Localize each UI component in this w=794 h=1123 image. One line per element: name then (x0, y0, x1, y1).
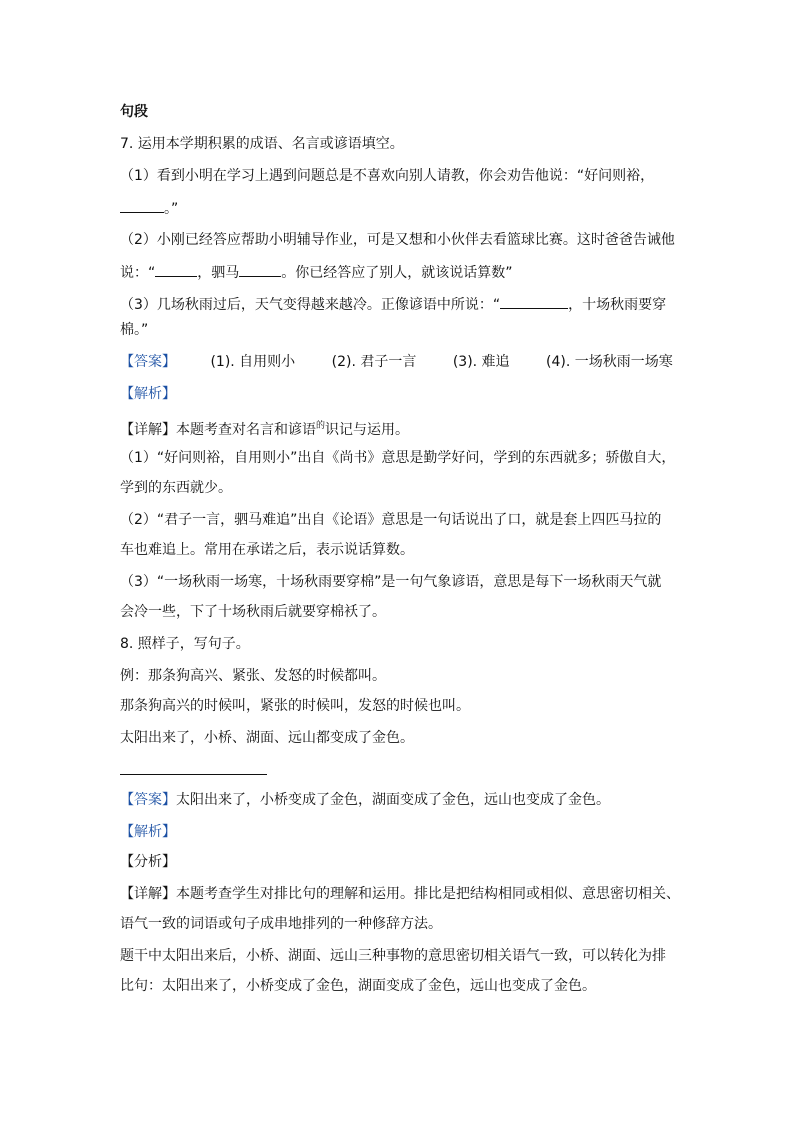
answer-item: (1). 自用则小 (210, 354, 296, 370)
q7-explain2-line2: 车也难追上。常用在承诺之后，表示说话算数。 (120, 542, 414, 558)
q7-explain2-line1: （2）“君子一言，驷马难追”出自《论语》意思是一句话说出了口，就是套上四匹马拉的 (120, 512, 662, 528)
q7-part3-line1 (120, 294, 684, 315)
q8-stem: 8. 照样子，写句子。 (120, 636, 250, 652)
fill-blank-4 (500, 294, 568, 309)
fill-blank-3 (239, 262, 281, 277)
q7-part2-line2-b: ，驷马 (197, 265, 240, 281)
q8-analysis-tag: 【解析】 (120, 824, 176, 840)
q7-explain3-line1: （3）“一场秋雨一场寒，十场秋雨要穿棉”是一句气象谚语，意思是每下一场秋雨天气就 (120, 574, 662, 590)
answer-item: (2). 君子一言 (331, 354, 417, 370)
q8-answer: 太阳出来了，小桥变成了金色，湖面变成了金色，远山也变成了金色。 (176, 792, 610, 808)
fill-blank-1 (120, 198, 164, 213)
q8-answer-line (120, 790, 684, 810)
q7-part1-line1: （1）看到小明在学习上遇到问题总是不喜欢向别人请教，你会劝告他说：“好问则裕， (120, 168, 655, 184)
q7-detail-text-b: 识记与运用。 (325, 422, 410, 438)
q7-explain3-line2: 会冷一些，下了十场秋雨后就要穿棉袄了。 (120, 604, 386, 620)
q7-detail-sup: 的 (316, 421, 326, 431)
detail-tag: 【详解】 (120, 886, 176, 902)
answer-item: (3). 难追 (452, 354, 510, 370)
answer-tag: 【答案】 (120, 792, 176, 808)
q8-example-rewrite: 那条狗高兴的时候叫，紧张的时候叫，发怒的时候也叫。 (120, 698, 470, 714)
detail-tag: 【详解】 (120, 422, 176, 438)
q7-part1-line2 (120, 198, 684, 219)
q7-part2-line2 (120, 262, 684, 283)
q7-part2-line2-a: 说：“ (120, 265, 156, 281)
q8-example: 例：那条狗高兴、紧张、发怒的时候都叫。 (120, 668, 386, 684)
answer-tag: 【答案】 (120, 354, 176, 370)
q8-fenxi-tag: 【分析】 (120, 854, 176, 870)
q7-part1-line2-end: 。” (164, 201, 179, 217)
q8-detail-text: 本题考查学生对排比句的理解和运用。排比是把结构相同或相似、意思密切相关、 (176, 886, 680, 902)
q8-detail-line3: 题干中太阳出来后，小桥、湖面、远山三种事物的意思密切相关语气一致，可以转化为排 (120, 948, 666, 964)
q7-analysis-tag: 【解析】 (120, 386, 176, 402)
fill-blank-2 (155, 262, 197, 277)
q8-detail-line4: 比句：太阳出来了，小桥变成了金色，湖面变成了金色，远山也变成了金色。 (120, 978, 596, 994)
q8-detail-line2: 语气一致的词语或句子成串地排列的一种修辞方法。 (120, 916, 442, 932)
q7-detail-text-a: 本题考查对名言和谚语 (176, 422, 316, 438)
q7-part3-line1-a: （3）几场秋雨过后，天气变得越来越冷。正像谚语中所说：“ (120, 297, 501, 313)
q7-stem: 7. 运用本学期积累的成语、名言或谚语填空。 (120, 136, 404, 152)
q7-explain1-line1: （1）“好问则裕，自用则小”出自《尚书》意思是勤学好问，学到的东西就多；骄傲自大， (120, 450, 676, 466)
q7-detail-line (120, 416, 684, 440)
q7-part2-line2-c: 。你已经答应了别人，就该说话算数” (281, 265, 513, 281)
q7-part2-line1: （2）小刚已经答应帮助小明辅导作业，可是又想和小伙伴去看篮球比赛。这时爸爸告诫他 (120, 232, 675, 248)
q8-prompt: 太阳出来了，小桥、湖面、远山都变成了金色。 (120, 730, 414, 746)
q7-part3-line2: 棉。” (120, 322, 149, 338)
q7-explain1-line2: 学到的东西就少。 (120, 480, 232, 496)
section-heading: 句段 (120, 104, 148, 120)
q7-answer-line (120, 352, 684, 372)
answer-blank-line (120, 774, 267, 775)
q8-detail-line1 (120, 884, 684, 904)
q7-part3-line1-b: ，十场秋雨要穿 (568, 297, 667, 313)
answer-item: (4). 一场秋雨一场寒 (546, 354, 673, 370)
